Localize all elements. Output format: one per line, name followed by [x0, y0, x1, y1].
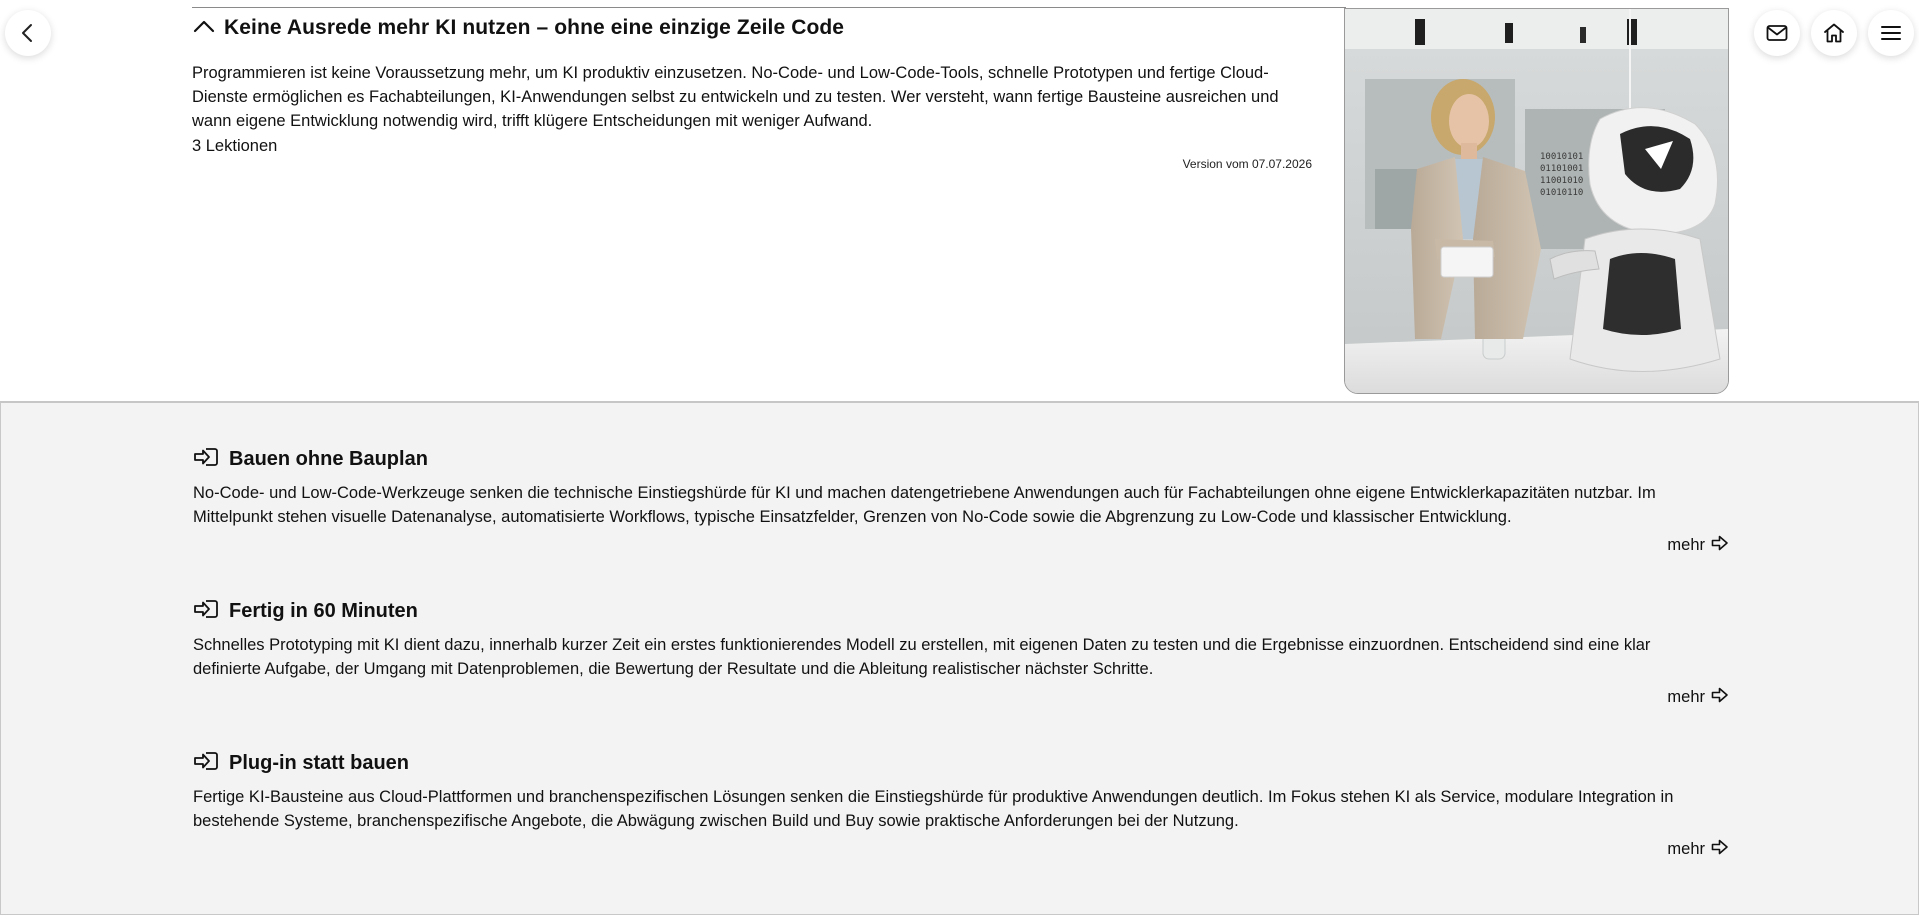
lessons-count: 3 Lektionen	[192, 137, 278, 155]
lesson-item	[193, 599, 1729, 706]
svg-text:01101001: 01101001	[1540, 164, 1584, 174]
more-label: mehr	[1667, 688, 1705, 706]
course-title: Keine Ausrede mehr KI nutzen – ohne eine einzige Zeile Code	[224, 16, 845, 39]
more-link[interactable]	[1667, 839, 1729, 860]
lesson-description: No-Code- und Low-Code-Werkzeuge senken die technische Einstiegshürde für KI und machen datengetriebene Anwendungen auch für Fachabteilungen ohne eigene Entwicklerkapazitäten nutzbar. Im Mittelpunkt stehen visuelle Datenanalyse, automatisierte Workflows, typische Einsatzfelder, Grenzen von No-Code sowie die Abgrenzung zu Low-Code und klassischer Entwicklung.	[193, 484, 1656, 526]
lesson-item	[193, 751, 1729, 858]
chevron-up-icon	[192, 18, 216, 39]
sign-in-icon	[193, 751, 219, 776]
lesson-title: Plug-in statt bauen	[229, 752, 409, 774]
arrow-right-icon	[1711, 687, 1729, 708]
lesson-title: Bauen ohne Bauplan	[229, 448, 428, 470]
sign-in-icon	[193, 599, 219, 624]
arrow-right-icon	[1711, 839, 1729, 860]
lesson-header[interactable]	[193, 599, 1729, 624]
course-collapse-toggle[interactable]	[192, 16, 844, 40]
svg-text:10010101: 10010101	[1540, 152, 1584, 162]
menu-button[interactable]	[1868, 10, 1914, 56]
sign-in-icon	[193, 447, 219, 472]
mail-button[interactable]	[1754, 10, 1800, 56]
mail-icon	[1766, 24, 1788, 42]
divider	[192, 7, 1346, 8]
lesson-title: Fertig in 60 Minuten	[229, 600, 418, 622]
more-label: mehr	[1667, 536, 1705, 554]
home-icon	[1823, 22, 1845, 44]
lesson-description: Schnelles Prototyping mit KI dient dazu, innerhalb kurzer Zeit ein erstes funktionierendes Modell zu erstellen, mit eigenen Daten zu testen und die Ergebnisse einzuordnen. Entscheidend sind eine klar definierte Aufgabe, der Umgang mit Datenproblemen, die Bewertung der Resultate und die Ableitung realistischer nächster Schritte.	[193, 636, 1651, 678]
back-button[interactable]	[5, 10, 51, 56]
chevron-left-icon	[20, 23, 36, 43]
more-link[interactable]	[1667, 687, 1729, 708]
lesson-header[interactable]	[193, 447, 1729, 472]
svg-text:11001010: 11001010	[1540, 176, 1584, 186]
lesson-header[interactable]	[193, 751, 1729, 776]
version-date: Version vom 07.07.2026	[1182, 157, 1312, 171]
course-description: Programmieren ist keine Voraussetzung mehr, um KI produktiv einzusetzen. No-Code- und Low-Code-Tools, schnelle Prototypen und fertige Cloud-Dienste ermöglichen es Fachabteilungen, KI-Anwendungen selbst zu entwickeln und zu testen. Wer versteht, wann fertige Bausteine ausreichen und wann eigene Entwicklung notwendig wird, trifft klügere Entscheidungen mit weniger Aufwand.	[192, 64, 1279, 130]
lesson-description: Fertige KI-Bausteine aus Cloud-Plattformen und branchenspezifischen Lösungen senken die Einstiegshürde für produktive Anwendungen deutlich. Im Fokus stehen KI als Service, modulare Integration in bestehende Systeme, branchenspezifische Angebote, die Abwägung zwischen Build und Buy sowie praktische Anforderungen bei der Nutzung.	[193, 788, 1674, 830]
hamburger-menu-icon	[1881, 25, 1901, 41]
course-image	[1344, 8, 1729, 394]
lesson-item	[193, 447, 1729, 554]
course-overview	[0, 0, 1919, 401]
arrow-right-icon	[1711, 535, 1729, 556]
home-button[interactable]	[1811, 10, 1857, 56]
more-link[interactable]	[1667, 535, 1729, 556]
more-label: mehr	[1667, 840, 1705, 858]
svg-text:01010110: 01010110	[1540, 188, 1584, 198]
lessons-list	[0, 401, 1919, 915]
